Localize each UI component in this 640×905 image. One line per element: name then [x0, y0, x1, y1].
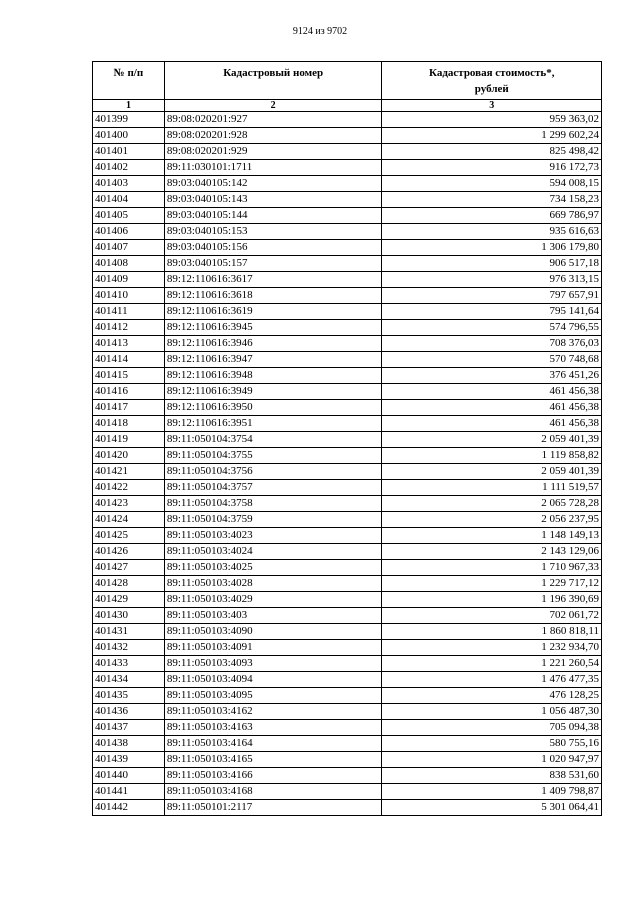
- row-cadastral-number: 89:11:050103:4029: [164, 592, 382, 608]
- table-row: [93, 784, 602, 800]
- table-row: [93, 768, 602, 784]
- row-index: 401438: [93, 736, 165, 752]
- row-index: 401405: [93, 208, 165, 224]
- row-cadastral-value: 2 065 728,28: [382, 496, 602, 512]
- row-cadastral-value: 376 451,26: [382, 368, 602, 384]
- row-index: 401439: [93, 752, 165, 768]
- table-row: [93, 320, 602, 336]
- row-index: 401436: [93, 704, 165, 720]
- table-row: [93, 192, 602, 208]
- row-index: 401432: [93, 640, 165, 656]
- row-cadastral-value: 5 301 064,41: [382, 800, 602, 816]
- table-row: [93, 224, 602, 240]
- row-cadastral-value: 959 363,02: [382, 112, 602, 128]
- row-cadastral-number: 89:08:020201:929: [164, 144, 382, 160]
- row-index: 401399: [93, 112, 165, 128]
- row-cadastral-number: 89:03:040105:142: [164, 176, 382, 192]
- row-index: 401412: [93, 320, 165, 336]
- row-cadastral-value: 570 748,68: [382, 352, 602, 368]
- table-row: [93, 240, 602, 256]
- column-number: 1: [93, 100, 165, 112]
- row-index: 401416: [93, 384, 165, 400]
- table-row: [93, 720, 602, 736]
- table-row: [93, 608, 602, 624]
- table-row: [93, 560, 602, 576]
- table-row: [93, 672, 602, 688]
- row-cadastral-number: 89:08:020201:927: [164, 112, 382, 128]
- row-index: 401417: [93, 400, 165, 416]
- row-index: 401420: [93, 448, 165, 464]
- row-index: 401425: [93, 528, 165, 544]
- row-cadastral-number: 89:11:050103:4023: [164, 528, 382, 544]
- table-row: [93, 704, 602, 720]
- row-index: 401408: [93, 256, 165, 272]
- table-row: [93, 384, 602, 400]
- row-cadastral-value: 594 008,15: [382, 176, 602, 192]
- table-row: [93, 400, 602, 416]
- table-row: [93, 144, 602, 160]
- cadastre-table: [92, 61, 602, 816]
- row-index: 401401: [93, 144, 165, 160]
- row-cadastral-value: 825 498,42: [382, 144, 602, 160]
- row-index: 401430: [93, 608, 165, 624]
- table-row: [93, 800, 602, 816]
- row-cadastral-number: 89:03:040105:143: [164, 192, 382, 208]
- row-cadastral-number: 89:12:110616:3618: [164, 288, 382, 304]
- row-cadastral-value: 1 148 149,13: [382, 528, 602, 544]
- table-row: [93, 256, 602, 272]
- row-cadastral-value: 1 306 179,80: [382, 240, 602, 256]
- table-row: [93, 752, 602, 768]
- row-cadastral-number: 89:08:020201:928: [164, 128, 382, 144]
- row-cadastral-value: 734 158,23: [382, 192, 602, 208]
- row-cadastral-number: 89:11:050104:3756: [164, 464, 382, 480]
- row-cadastral-number: 89:03:040105:157: [164, 256, 382, 272]
- row-cadastral-number: 89:11:050104:3755: [164, 448, 382, 464]
- row-cadastral-value: 916 172,73: [382, 160, 602, 176]
- table-row: [93, 352, 602, 368]
- row-cadastral-number: 89:11:050104:3759: [164, 512, 382, 528]
- table-row: [93, 432, 602, 448]
- table-row: [93, 544, 602, 560]
- row-cadastral-value: 580 755,16: [382, 736, 602, 752]
- table-row: [93, 416, 602, 432]
- row-cadastral-value: 1 056 487,30: [382, 704, 602, 720]
- column-number: 3: [382, 100, 602, 112]
- row-index: 401415: [93, 368, 165, 384]
- row-cadastral-value: 461 456,38: [382, 384, 602, 400]
- row-cadastral-value: 2 143 129,06: [382, 544, 602, 560]
- row-cadastral-number: 89:11:050103:4166: [164, 768, 382, 784]
- row-cadastral-value: 1 860 818,11: [382, 624, 602, 640]
- row-cadastral-value: 1 020 947,97: [382, 752, 602, 768]
- table-row: [93, 464, 602, 480]
- header-cadastral-number: Кадастровый номер: [164, 62, 382, 100]
- row-cadastral-number: 89:11:050103:4028: [164, 576, 382, 592]
- row-cadastral-number: 89:03:040105:153: [164, 224, 382, 240]
- table-row: [93, 128, 602, 144]
- table-row: [93, 736, 602, 752]
- row-cadastral-number: 89:11:030101:1711: [164, 160, 382, 176]
- header-index: № п/п: [93, 62, 165, 100]
- table-row: [93, 208, 602, 224]
- table-row: [93, 688, 602, 704]
- row-cadastral-value: 1 221 260,54: [382, 656, 602, 672]
- row-cadastral-value: 838 531,60: [382, 768, 602, 784]
- row-cadastral-number: 89:11:050103:4164: [164, 736, 382, 752]
- row-cadastral-value: 1 409 798,87: [382, 784, 602, 800]
- row-cadastral-number: 89:11:050103:4093: [164, 656, 382, 672]
- row-cadastral-number: 89:11:050103:4094: [164, 672, 382, 688]
- row-index: 401441: [93, 784, 165, 800]
- row-cadastral-number: 89:12:110616:3946: [164, 336, 382, 352]
- row-index: 401411: [93, 304, 165, 320]
- table-row: [93, 336, 602, 352]
- row-cadastral-number: 89:11:050103:4095: [164, 688, 382, 704]
- row-cadastral-value: 1 196 390,69: [382, 592, 602, 608]
- row-cadastral-value: 461 456,38: [382, 416, 602, 432]
- row-index: 401413: [93, 336, 165, 352]
- row-cadastral-value: 574 796,55: [382, 320, 602, 336]
- row-cadastral-value: 1 232 934,70: [382, 640, 602, 656]
- row-cadastral-value: 976 313,15: [382, 272, 602, 288]
- row-cadastral-value: 1 710 967,33: [382, 560, 602, 576]
- row-cadastral-number: 89:12:110616:3950: [164, 400, 382, 416]
- row-cadastral-number: 89:11:050103:4091: [164, 640, 382, 656]
- row-cadastral-number: 89:12:110616:3617: [164, 272, 382, 288]
- row-cadastral-value: 669 786,97: [382, 208, 602, 224]
- row-index: 401409: [93, 272, 165, 288]
- row-cadastral-number: 89:11:050103:403: [164, 608, 382, 624]
- table-row: [93, 512, 602, 528]
- row-cadastral-value: 797 657,91: [382, 288, 602, 304]
- row-index: 401410: [93, 288, 165, 304]
- row-cadastral-number: 89:11:050104:3758: [164, 496, 382, 512]
- row-cadastral-number: 89:11:050103:4163: [164, 720, 382, 736]
- row-cadastral-number: 89:11:050103:4162: [164, 704, 382, 720]
- row-cadastral-number: 89:12:110616:3949: [164, 384, 382, 400]
- row-cadastral-number: 89:11:050104:3754: [164, 432, 382, 448]
- row-index: 401434: [93, 672, 165, 688]
- table-row: [93, 304, 602, 320]
- column-number-row: [93, 100, 602, 112]
- row-index: 401428: [93, 576, 165, 592]
- table-row: [93, 112, 602, 128]
- row-index: 401406: [93, 224, 165, 240]
- row-cadastral-value: 1 119 858,82: [382, 448, 602, 464]
- row-cadastral-value: 708 376,03: [382, 336, 602, 352]
- row-index: 401419: [93, 432, 165, 448]
- row-cadastral-number: 89:12:110616:3947: [164, 352, 382, 368]
- row-cadastral-number: 89:03:040105:144: [164, 208, 382, 224]
- row-index: 401418: [93, 416, 165, 432]
- row-index: 401437: [93, 720, 165, 736]
- row-cadastral-number: 89:11:050103:4165: [164, 752, 382, 768]
- row-cadastral-value: 795 141,64: [382, 304, 602, 320]
- header-cadastral-value: Кадастровая стоимость*, рублей: [382, 62, 602, 100]
- table-body: [93, 112, 602, 816]
- table-row: [93, 576, 602, 592]
- row-index: 401402: [93, 160, 165, 176]
- row-index: 401429: [93, 592, 165, 608]
- table-row: [93, 448, 602, 464]
- row-cadastral-value: 935 616,63: [382, 224, 602, 240]
- page-number: 9124 из 9702: [292, 26, 348, 37]
- row-index: 401424: [93, 512, 165, 528]
- row-cadastral-number: 89:12:110616:3951: [164, 416, 382, 432]
- row-cadastral-number: 89:11:050103:4025: [164, 560, 382, 576]
- table-row: [93, 656, 602, 672]
- table-row: [93, 368, 602, 384]
- row-cadastral-number: 89:11:050103:4024: [164, 544, 382, 560]
- row-cadastral-value: 476 128,25: [382, 688, 602, 704]
- row-cadastral-value: 461 456,38: [382, 400, 602, 416]
- row-index: 401421: [93, 464, 165, 480]
- table-row: [93, 640, 602, 656]
- row-index: 401403: [93, 176, 165, 192]
- row-index: 401422: [93, 480, 165, 496]
- row-cadastral-number: 89:12:110616:3948: [164, 368, 382, 384]
- row-index: 401426: [93, 544, 165, 560]
- table-row: [93, 160, 602, 176]
- row-cadastral-number: 89:12:110616:3619: [164, 304, 382, 320]
- row-index: 401440: [93, 768, 165, 784]
- row-index: 401423: [93, 496, 165, 512]
- row-cadastral-value: 1 229 717,12: [382, 576, 602, 592]
- table-row: [93, 528, 602, 544]
- row-index: 401414: [93, 352, 165, 368]
- row-index: 401435: [93, 688, 165, 704]
- table-row: [93, 288, 602, 304]
- row-cadastral-number: 89:11:050103:4090: [164, 624, 382, 640]
- row-cadastral-value: 2 059 401,39: [382, 432, 602, 448]
- row-index: 401433: [93, 656, 165, 672]
- table-row: [93, 624, 602, 640]
- row-index: 401404: [93, 192, 165, 208]
- row-cadastral-value: 2 056 237,95: [382, 512, 602, 528]
- row-cadastral-number: 89:11:050104:3757: [164, 480, 382, 496]
- row-cadastral-value: 702 061,72: [382, 608, 602, 624]
- row-cadastral-number: 89:11:050103:4168: [164, 784, 382, 800]
- row-index: 401442: [93, 800, 165, 816]
- row-index: 401400: [93, 128, 165, 144]
- table-row: [93, 496, 602, 512]
- header-row: [93, 62, 602, 100]
- row-cadastral-number: 89:03:040105:156: [164, 240, 382, 256]
- table-row: [93, 480, 602, 496]
- row-cadastral-value: 1 476 477,35: [382, 672, 602, 688]
- row-cadastral-value: 1 299 602,24: [382, 128, 602, 144]
- column-number: 2: [164, 100, 382, 112]
- row-cadastral-value: 705 094,38: [382, 720, 602, 736]
- row-cadastral-value: 906 517,18: [382, 256, 602, 272]
- row-cadastral-number: 89:11:050101:2117: [164, 800, 382, 816]
- row-index: 401407: [93, 240, 165, 256]
- row-index: 401431: [93, 624, 165, 640]
- row-cadastral-number: 89:12:110616:3945: [164, 320, 382, 336]
- table-row: [93, 592, 602, 608]
- row-index: 401427: [93, 560, 165, 576]
- row-cadastral-value: 2 059 401,39: [382, 464, 602, 480]
- table-row: [93, 272, 602, 288]
- table-row: [93, 176, 602, 192]
- row-cadastral-value: 1 111 519,57: [382, 480, 602, 496]
